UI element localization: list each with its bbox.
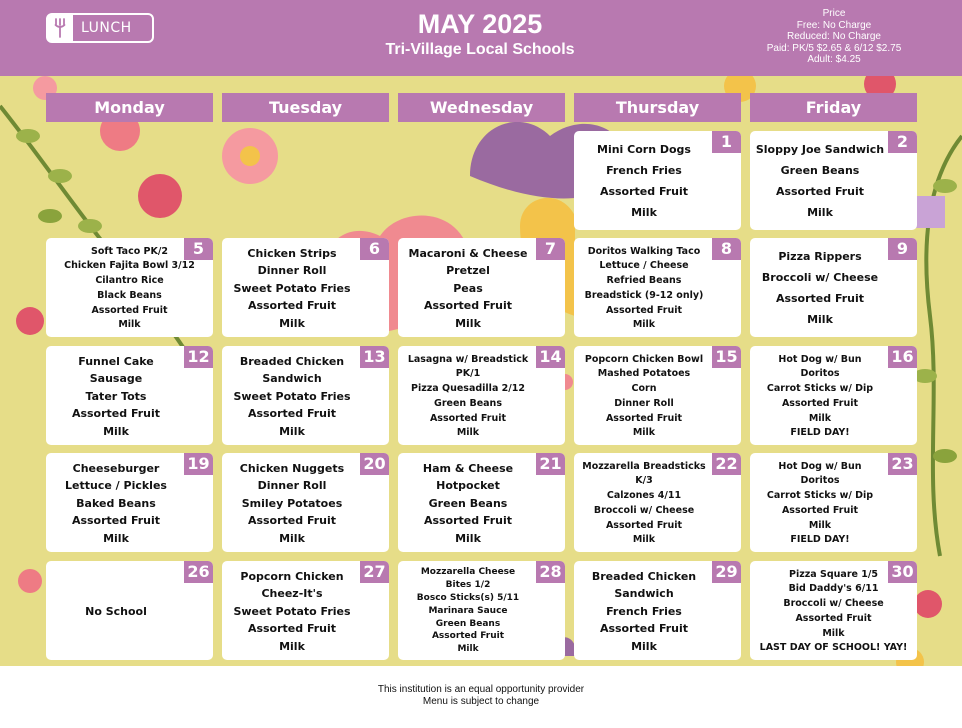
menu-item: Hotpocket: [436, 479, 500, 492]
leaf: [38, 209, 62, 223]
menu-item: Green Beans: [434, 397, 502, 409]
menu-item: Broccoli w/ Cheese: [593, 504, 695, 516]
day-number: 23: [888, 453, 917, 475]
day-header-friday: Friday: [750, 93, 917, 122]
menu-list: [574, 457, 714, 549]
menu-item: Milk: [118, 319, 141, 331]
day-cell: [750, 131, 917, 230]
menu-item: Breadstick (9-12 only): [584, 289, 704, 301]
day-number: 7: [536, 238, 565, 260]
menu-item: Dinner Roll: [614, 397, 674, 409]
day-number: 13: [360, 346, 389, 368]
day-cell: [46, 238, 213, 337]
menu-item: Doritos: [800, 475, 840, 487]
menu-item: Popcorn Chicken: [240, 569, 344, 583]
day-cell: [574, 453, 741, 552]
menu-item: LAST DAY OF SCHOOL! YAY!: [759, 642, 908, 654]
menu-item: Bid Daddy's 6/11: [788, 583, 879, 595]
menu-list: [46, 242, 213, 334]
menu-item: Funnel Cake: [78, 354, 154, 368]
day-number: 9: [888, 238, 917, 260]
menu-item: Pizza Rippers: [778, 250, 862, 263]
day-header-monday: Monday: [46, 93, 213, 122]
menu-item: Assorted Fruit: [605, 519, 683, 531]
menu-item: No School: [85, 604, 147, 618]
pink-flower: [18, 569, 42, 593]
day-cell: [222, 238, 389, 337]
menu-list: [750, 135, 890, 227]
page-subtitle: Tri-Village Local Schools: [385, 41, 575, 58]
day-cell: [46, 346, 213, 445]
day-cell: [574, 238, 741, 337]
menu-item: Milk: [631, 206, 657, 219]
day-cell: [398, 453, 565, 552]
menu-item: Milk: [279, 316, 305, 330]
menu-item: Doritos Walking Taco: [587, 245, 701, 257]
menu-list: [750, 242, 890, 334]
red-flower: [138, 174, 182, 218]
menu-item: Milk: [808, 412, 832, 424]
menu-item: Milk: [822, 627, 845, 639]
day-number: 12: [184, 346, 213, 368]
menu-item: Sweet Potato Fries: [233, 389, 351, 403]
menu-item: Breaded Chicken: [239, 354, 345, 368]
menu-item: Sweet Potato Fries: [233, 604, 351, 618]
menu-item: French Fries: [606, 164, 682, 177]
menu-item: Green Beans: [780, 164, 860, 177]
menu-item: Green Beans: [428, 496, 508, 510]
day-header-wednesday: Wednesday: [398, 93, 565, 122]
day-cell: [398, 561, 565, 660]
day-cell: [750, 561, 917, 660]
day-cell: [46, 453, 213, 552]
day-cell: [750, 346, 917, 445]
day-number: 22: [712, 453, 741, 475]
fork-icon: [47, 15, 73, 41]
menu-list: [750, 565, 917, 657]
menu-item: Milk: [807, 206, 833, 219]
menu-item: Baked Beans: [76, 496, 156, 510]
price-adult: Adult: $4.25: [807, 54, 861, 66]
menu-item: Milk: [457, 644, 479, 655]
menu-item: Carrot Sticks w/ Dip: [766, 383, 874, 395]
menu-item: Corn: [631, 383, 657, 395]
day-cell: [398, 238, 565, 337]
price-heading: Price: [822, 8, 846, 19]
menu-item: Cheeseburger: [72, 461, 160, 475]
menu-list: [46, 565, 186, 657]
menu-item: Peas: [453, 281, 483, 295]
menu-list: [46, 457, 186, 549]
menu-item: PK/1: [455, 368, 481, 380]
menu-item: Sandwich: [262, 372, 322, 385]
day-number: 20: [360, 453, 389, 475]
menu-item: Milk: [455, 316, 481, 330]
menu-item: Breaded Chicken: [591, 569, 697, 583]
day-cell: [222, 561, 389, 660]
menu-item: FIELD DAY!: [790, 427, 850, 439]
menu-list: [398, 457, 538, 549]
menu-list: [750, 350, 890, 442]
menu-item: Broccoli w/ Cheese: [761, 271, 879, 284]
menu-item: Assorted Fruit: [247, 299, 337, 312]
menu-item: Dinner Roll: [257, 479, 327, 492]
menu-item: Tater Tots: [85, 389, 147, 403]
menu-item: Milk: [632, 319, 656, 331]
menu-list: [222, 350, 362, 442]
red-flower: [914, 590, 942, 618]
menu-item: Soft Taco PK/2: [91, 245, 168, 257]
menu-item: French Fries: [606, 604, 682, 618]
menu-item: Mozzarella Cheese: [420, 567, 516, 578]
day-number: 2: [888, 131, 917, 153]
menu-item: Calzones 4/11: [606, 490, 682, 502]
menu-item: Cheez-It's: [261, 587, 323, 600]
menu-item: Assorted Fruit: [781, 397, 859, 409]
menu-list: [398, 242, 538, 334]
menu-item: Lasagna w/ Breadstick: [407, 353, 529, 365]
menu-item: Milk: [279, 424, 305, 438]
menu-item: Assorted Fruit: [91, 304, 168, 316]
menu-item: Chicken Strips: [247, 246, 337, 260]
day-cell: [574, 561, 741, 660]
menu-item: FIELD DAY!: [790, 534, 850, 546]
menu-item: Refried Beans: [606, 275, 682, 287]
menu-item: Milk: [632, 534, 656, 546]
leaf: [16, 129, 40, 143]
menu-item: Bites 1/2: [445, 580, 491, 591]
footer-disclaimer: Menu is subject to change: [422, 696, 540, 707]
menu-list: [222, 565, 362, 657]
menu-item: Carrot Sticks w/ Dip: [766, 490, 874, 502]
price-info: [712, 8, 956, 66]
menu-list: [398, 565, 538, 657]
menu-item: Milk: [631, 639, 657, 653]
day-cell: [750, 453, 917, 552]
menu-item: Assorted Fruit: [795, 612, 872, 624]
menu-item: Milk: [808, 519, 832, 531]
day-cell: [46, 561, 213, 660]
menu-item: Mozzarella Breadsticks: [582, 460, 706, 472]
menu-list: [46, 350, 186, 442]
day-cell: [398, 346, 565, 445]
lunch-logo: [46, 13, 154, 43]
menu-item: Chicken Fajita Bowl 3/12: [64, 260, 195, 272]
menu-item: Assorted Fruit: [71, 407, 161, 420]
menu-item: Assorted Fruit: [429, 412, 507, 424]
menu-item: Hot Dog w/ Bun: [778, 460, 862, 472]
flower-center: [240, 146, 260, 166]
menu-item: Sloppy Joe Sandwich: [755, 143, 885, 156]
leaf: [48, 169, 72, 183]
day-number: 21: [536, 453, 565, 475]
day-number: 15: [712, 346, 741, 368]
menu-item: Milk: [279, 531, 305, 545]
menu-item: Assorted Fruit: [247, 622, 337, 635]
footer-equal-opportunity: This institution is an equal opportunity provider: [377, 684, 585, 695]
day-number: 1: [712, 131, 741, 153]
day-cell: [222, 453, 389, 552]
red-flower: [16, 307, 44, 335]
gift-box: [915, 196, 945, 228]
menu-item: Pretzel: [446, 264, 490, 277]
menu-item: Sandwich: [614, 587, 674, 600]
menu-list: [750, 457, 890, 549]
menu-item: Lettuce / Cheese: [599, 260, 689, 272]
menu-item: Cilantro Rice: [95, 275, 164, 287]
menu-item: Hot Dog w/ Bun: [778, 353, 862, 365]
menu-item: Assorted Fruit: [247, 514, 337, 527]
menu-item: Milk: [103, 424, 129, 438]
menu-item: Mini Corn Dogs: [597, 143, 691, 156]
menu-item: Assorted Fruit: [599, 185, 689, 198]
menu-item: Broccoli w/ Cheese: [783, 598, 884, 610]
day-number: 16: [888, 346, 917, 368]
day-number: 5: [184, 238, 213, 260]
day-cell: [222, 346, 389, 445]
menu-item: Assorted Fruit: [247, 407, 337, 420]
menu-item: Bosco Sticks(s) 5/11: [416, 592, 520, 603]
menu-list: [574, 242, 714, 334]
menu-item: Assorted Fruit: [431, 631, 505, 642]
day-number: 28: [536, 561, 565, 583]
day-number: 26: [184, 561, 213, 583]
menu-item: Pizza Quesadilla 2/12: [411, 383, 525, 395]
menu-item: Milk: [807, 313, 833, 326]
menu-item: Marinara Sauce: [428, 605, 508, 616]
day-number: 6: [360, 238, 389, 260]
logo-text: LUNCH: [81, 20, 132, 36]
day-cell: [574, 131, 741, 230]
menu-item: Milk: [456, 427, 480, 439]
day-cell: [750, 238, 917, 337]
menu-list: [398, 350, 538, 442]
price-free: Free: No Charge: [796, 19, 872, 31]
menu-list: [574, 565, 714, 657]
menu-item: Milk: [103, 531, 129, 545]
menu-list: [574, 135, 714, 227]
menu-item: Assorted Fruit: [605, 412, 683, 424]
day-header-tuesday: Tuesday: [222, 93, 389, 122]
menu-item: Sweet Potato Fries: [233, 281, 351, 295]
menu-item: Black Beans: [97, 289, 162, 301]
menu-item: Popcorn Chicken Bowl: [584, 353, 704, 365]
menu-list: [222, 457, 362, 549]
leaf: [933, 449, 957, 463]
day-number: 27: [360, 561, 389, 583]
menu-item: Chicken Nuggets: [239, 461, 345, 475]
menu-item: Assorted Fruit: [775, 292, 865, 305]
price-paid: Paid: PK/5 $2.65 & 6/12 $2.75: [766, 42, 902, 54]
day-number: 14: [536, 346, 565, 368]
day-header-thursday: Thursday: [574, 93, 741, 122]
leaf: [933, 179, 957, 193]
menu-item: K/3: [635, 475, 653, 487]
menu-list: [574, 350, 714, 442]
menu-item: Doritos: [800, 368, 840, 380]
menu-item: Milk: [455, 531, 481, 545]
menu-item: Lettuce / Pickles: [65, 479, 167, 492]
menu-item: Assorted Fruit: [781, 504, 859, 516]
menu-item: Milk: [279, 639, 305, 653]
menu-item: Macaroni & Cheese: [408, 246, 528, 260]
menu-list: [222, 242, 362, 334]
day-number: 19: [184, 453, 213, 475]
menu-item: Assorted Fruit: [71, 514, 161, 527]
day-number: 30: [888, 561, 917, 583]
day-number: 8: [712, 238, 741, 260]
menu-item: Green Beans: [435, 618, 501, 629]
menu-item: Pizza Square 1/5: [789, 568, 878, 580]
menu-item: Ham & Cheese: [422, 461, 514, 475]
price-reduced: Reduced: No Charge: [787, 31, 881, 43]
menu-item: Assorted Fruit: [775, 185, 865, 198]
menu-item: Assorted Fruit: [423, 299, 513, 312]
menu-item: Assorted Fruit: [605, 304, 683, 316]
menu-item: Sausage: [89, 372, 143, 385]
menu-item: Mashed Potatoes: [597, 368, 691, 380]
day-cell: [574, 346, 741, 445]
menu-item: Assorted Fruit: [599, 622, 689, 635]
menu-item: Dinner Roll: [257, 264, 327, 277]
footer: [0, 684, 962, 708]
menu-item: Assorted Fruit: [423, 514, 513, 527]
page-title: MAY 2025: [417, 9, 543, 39]
leaf: [78, 219, 102, 233]
day-number: 29: [712, 561, 741, 583]
menu-item: Milk: [632, 427, 656, 439]
menu-item: Smiley Potatoes: [241, 496, 343, 510]
